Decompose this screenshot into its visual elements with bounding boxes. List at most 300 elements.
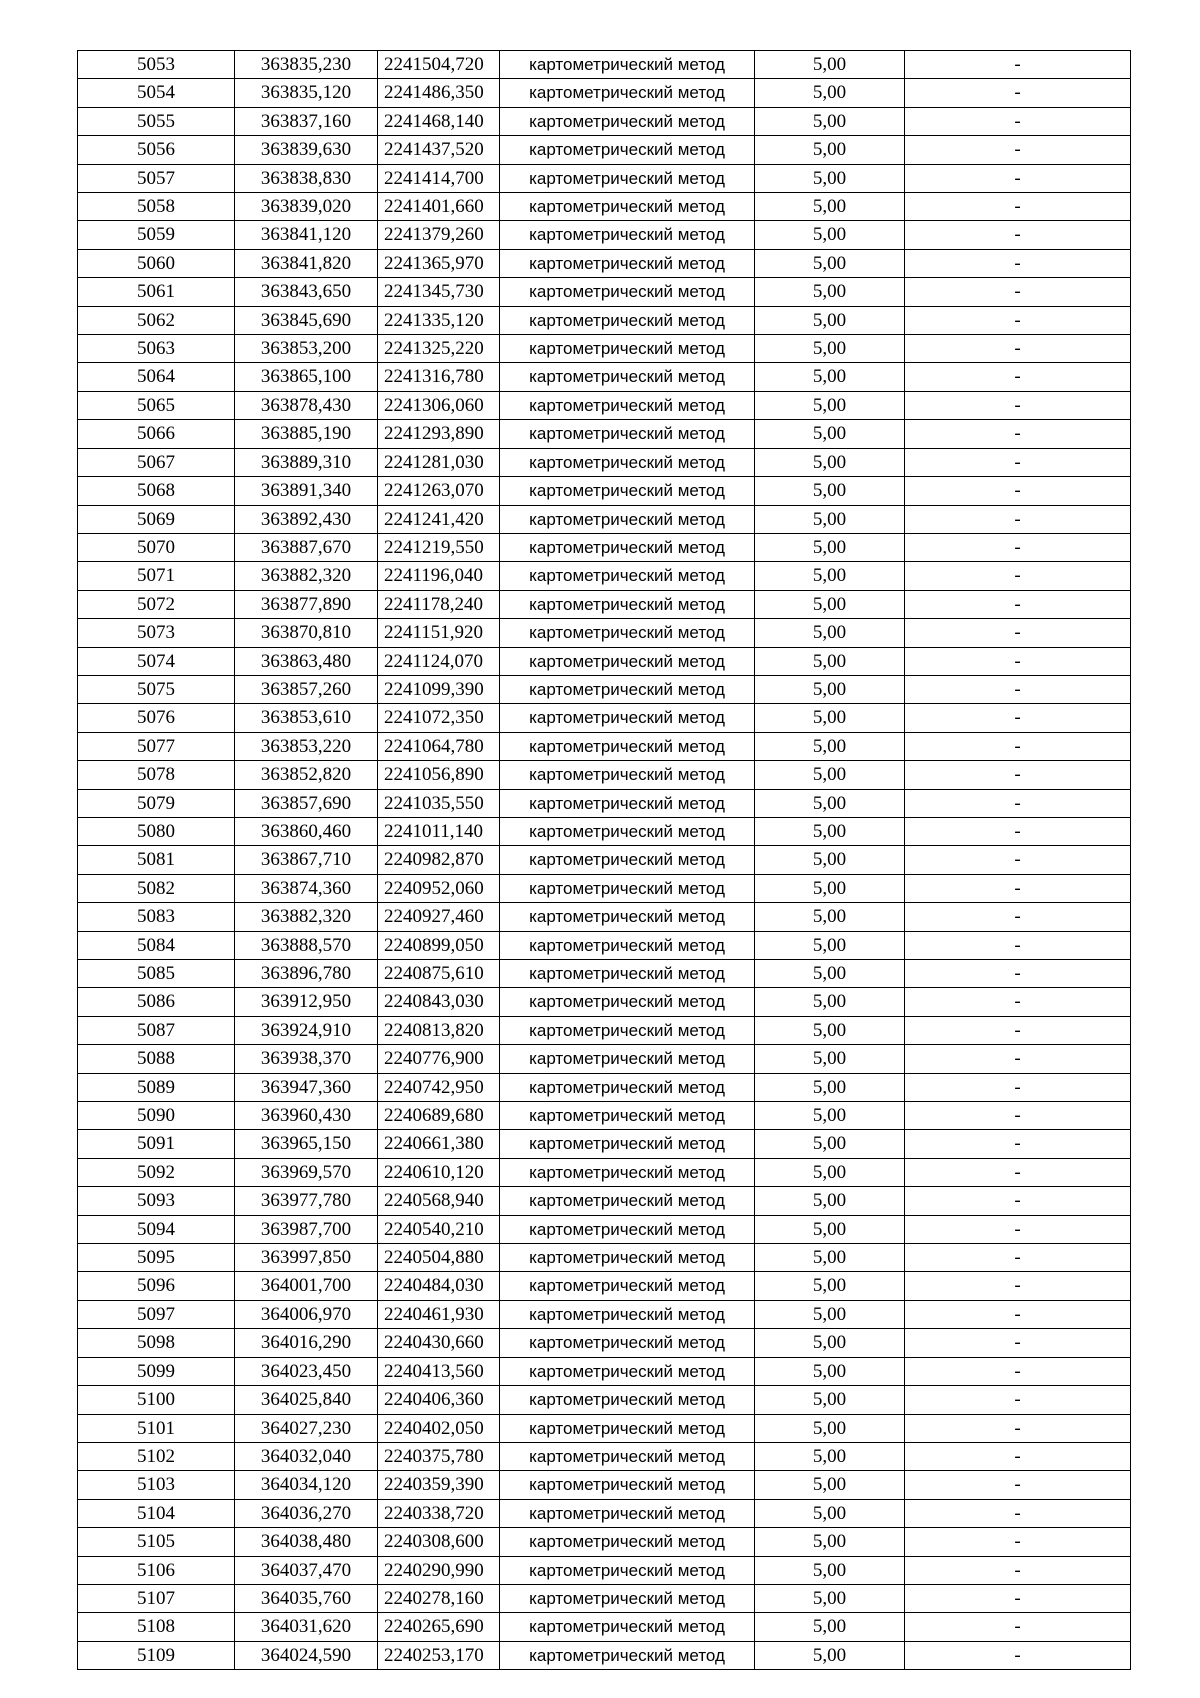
cell-y-coordinate: 2241072,350 (378, 704, 500, 732)
cell-point-number: 5080 (78, 817, 235, 845)
cell-y-coordinate: 2241011,140 (378, 817, 500, 845)
cell-x-coordinate: 363969,570 (235, 1158, 378, 1186)
cell-x-coordinate: 363882,320 (235, 562, 378, 590)
cell-y-coordinate: 2240504,880 (378, 1244, 500, 1272)
cell-accuracy: 5,00 (755, 335, 905, 363)
cell-point-number: 5066 (78, 420, 235, 448)
cell-note: - (905, 846, 1131, 874)
cell-point-number: 5108 (78, 1613, 235, 1641)
table-row (78, 590, 1131, 618)
cell-note: - (905, 1528, 1131, 1556)
cell-note: - (905, 448, 1131, 476)
cell-accuracy: 5,00 (755, 79, 905, 107)
cell-point-number: 5087 (78, 1016, 235, 1044)
table-row (78, 51, 1131, 79)
cell-y-coordinate: 2240899,050 (378, 931, 500, 959)
cell-x-coordinate: 364023,450 (235, 1357, 378, 1385)
cell-y-coordinate: 2241196,040 (378, 562, 500, 590)
cell-x-coordinate: 364006,970 (235, 1300, 378, 1328)
cell-point-number: 5093 (78, 1187, 235, 1215)
table-row (78, 675, 1131, 703)
cell-accuracy: 5,00 (755, 619, 905, 647)
cell-note: - (905, 1300, 1131, 1328)
cell-method: картометрический метод (500, 107, 755, 135)
cell-accuracy: 5,00 (755, 846, 905, 874)
cell-method: картометрический метод (500, 903, 755, 931)
cell-y-coordinate: 2240540,210 (378, 1215, 500, 1243)
cell-point-number: 5094 (78, 1215, 235, 1243)
cell-accuracy: 5,00 (755, 732, 905, 760)
cell-x-coordinate: 364036,270 (235, 1499, 378, 1527)
cell-point-number: 5101 (78, 1414, 235, 1442)
table-row (78, 1130, 1131, 1158)
table-row (78, 477, 1131, 505)
cell-accuracy: 5,00 (755, 675, 905, 703)
cell-note: - (905, 1386, 1131, 1414)
table-row (78, 1272, 1131, 1300)
cell-method: картометрический метод (500, 1102, 755, 1130)
cell-accuracy: 5,00 (755, 704, 905, 732)
cell-accuracy: 5,00 (755, 533, 905, 561)
cell-accuracy: 5,00 (755, 193, 905, 221)
cell-method: картометрический метод (500, 1215, 755, 1243)
cell-method: картометрический метод (500, 278, 755, 306)
cell-method: картометрический метод (500, 1244, 755, 1272)
table-row (78, 136, 1131, 164)
cell-accuracy: 5,00 (755, 1386, 905, 1414)
cell-accuracy: 5,00 (755, 562, 905, 590)
cell-y-coordinate: 2240461,930 (378, 1300, 500, 1328)
cell-note: - (905, 562, 1131, 590)
cell-x-coordinate: 363839,630 (235, 136, 378, 164)
cell-x-coordinate: 364031,620 (235, 1613, 378, 1641)
cell-y-coordinate: 2240843,030 (378, 988, 500, 1016)
table-row (78, 1187, 1131, 1215)
cell-method: картометрический метод (500, 1528, 755, 1556)
cell-accuracy: 5,00 (755, 1187, 905, 1215)
cell-y-coordinate: 2240952,060 (378, 874, 500, 902)
cell-accuracy: 5,00 (755, 1130, 905, 1158)
table-row (78, 903, 1131, 931)
cell-y-coordinate: 2240982,870 (378, 846, 500, 874)
cell-accuracy: 5,00 (755, 1641, 905, 1669)
cell-x-coordinate: 363845,690 (235, 306, 378, 334)
cell-note: - (905, 1158, 1131, 1186)
cell-method: картометрический метод (500, 505, 755, 533)
cell-note: - (905, 675, 1131, 703)
cell-method: картометрический метод (500, 1272, 755, 1300)
cell-method: картометрический метод (500, 51, 755, 79)
cell-note: - (905, 1613, 1131, 1641)
cell-point-number: 5076 (78, 704, 235, 732)
table-row (78, 1641, 1131, 1669)
cell-accuracy: 5,00 (755, 1613, 905, 1641)
cell-note: - (905, 1045, 1131, 1073)
cell-note: - (905, 164, 1131, 192)
cell-point-number: 5097 (78, 1300, 235, 1328)
cell-x-coordinate: 363878,430 (235, 391, 378, 419)
table-row (78, 988, 1131, 1016)
cell-method: картометрический метод (500, 448, 755, 476)
cell-y-coordinate: 2240568,940 (378, 1187, 500, 1215)
cell-point-number: 5104 (78, 1499, 235, 1527)
cell-method: картометрический метод (500, 1613, 755, 1641)
cell-point-number: 5068 (78, 477, 235, 505)
cell-y-coordinate: 2241035,550 (378, 789, 500, 817)
table-row (78, 619, 1131, 647)
table-row (78, 1613, 1131, 1641)
cell-note: - (905, 335, 1131, 363)
cell-x-coordinate: 363857,260 (235, 675, 378, 703)
cell-x-coordinate: 363891,340 (235, 477, 378, 505)
cell-x-coordinate: 363860,460 (235, 817, 378, 845)
cell-x-coordinate: 363838,830 (235, 164, 378, 192)
cell-point-number: 5082 (78, 874, 235, 902)
cell-method: картометрический метод (500, 817, 755, 845)
table-row (78, 1102, 1131, 1130)
cell-x-coordinate: 364034,120 (235, 1471, 378, 1499)
table-row (78, 278, 1131, 306)
cell-accuracy: 5,00 (755, 306, 905, 334)
cell-point-number: 5100 (78, 1386, 235, 1414)
cell-x-coordinate: 364016,290 (235, 1329, 378, 1357)
table-row (78, 1329, 1131, 1357)
cell-y-coordinate: 2241316,780 (378, 363, 500, 391)
table-row (78, 193, 1131, 221)
cell-accuracy: 5,00 (755, 1442, 905, 1470)
cell-note: - (905, 505, 1131, 533)
cell-method: картометрический метод (500, 1556, 755, 1584)
cell-method: картометрический метод (500, 1442, 755, 1470)
cell-method: картометрический метод (500, 960, 755, 988)
cell-point-number: 5058 (78, 193, 235, 221)
cell-method: картометрический метод (500, 846, 755, 874)
table-row (78, 1045, 1131, 1073)
cell-y-coordinate: 2240359,390 (378, 1471, 500, 1499)
cell-note: - (905, 1499, 1131, 1527)
cell-accuracy: 5,00 (755, 874, 905, 902)
cell-point-number: 5088 (78, 1045, 235, 1073)
table-row (78, 306, 1131, 334)
cell-y-coordinate: 2241219,550 (378, 533, 500, 561)
cell-y-coordinate: 2240776,900 (378, 1045, 500, 1073)
cell-accuracy: 5,00 (755, 903, 905, 931)
cell-x-coordinate: 363892,430 (235, 505, 378, 533)
cell-note: - (905, 704, 1131, 732)
cell-x-coordinate: 363835,120 (235, 79, 378, 107)
cell-y-coordinate: 2241178,240 (378, 590, 500, 618)
cell-accuracy: 5,00 (755, 960, 905, 988)
cell-y-coordinate: 2241056,890 (378, 761, 500, 789)
cell-method: картометрический метод (500, 335, 755, 363)
table-row (78, 1556, 1131, 1584)
cell-x-coordinate: 363841,120 (235, 221, 378, 249)
cell-method: картометрический метод (500, 675, 755, 703)
cell-method: картометрический метод (500, 1357, 755, 1385)
cell-method: картометрический метод (500, 1584, 755, 1612)
cell-point-number: 5107 (78, 1584, 235, 1612)
cell-y-coordinate: 2240813,820 (378, 1016, 500, 1044)
cell-x-coordinate: 364027,230 (235, 1414, 378, 1442)
cell-x-coordinate: 363888,570 (235, 931, 378, 959)
cell-point-number: 5079 (78, 789, 235, 817)
cell-note: - (905, 107, 1131, 135)
cell-note: - (905, 647, 1131, 675)
cell-point-number: 5103 (78, 1471, 235, 1499)
table-row (78, 789, 1131, 817)
cell-y-coordinate: 2241325,220 (378, 335, 500, 363)
cell-note: - (905, 619, 1131, 647)
cell-note: - (905, 533, 1131, 561)
cell-method: картометрический метод (500, 249, 755, 277)
cell-accuracy: 5,00 (755, 1045, 905, 1073)
table-row (78, 1442, 1131, 1470)
cell-x-coordinate: 363857,690 (235, 789, 378, 817)
cell-x-coordinate: 363870,810 (235, 619, 378, 647)
cell-note: - (905, 817, 1131, 845)
cell-note: - (905, 1556, 1131, 1584)
table-row (78, 1584, 1131, 1612)
cell-x-coordinate: 363912,950 (235, 988, 378, 1016)
cell-y-coordinate: 2241263,070 (378, 477, 500, 505)
cell-y-coordinate: 2240484,030 (378, 1272, 500, 1300)
cell-x-coordinate: 364001,700 (235, 1272, 378, 1300)
cell-y-coordinate: 2241401,660 (378, 193, 500, 221)
cell-method: картометрический метод (500, 874, 755, 902)
cell-method: картометрический метод (500, 420, 755, 448)
cell-note: - (905, 761, 1131, 789)
cell-y-coordinate: 2240661,380 (378, 1130, 500, 1158)
cell-note: - (905, 221, 1131, 249)
cell-y-coordinate: 2240875,610 (378, 960, 500, 988)
cell-point-number: 5102 (78, 1442, 235, 1470)
cell-y-coordinate: 2241151,920 (378, 619, 500, 647)
cell-y-coordinate: 2240742,950 (378, 1073, 500, 1101)
cell-method: картометрический метод (500, 1414, 755, 1442)
cell-method: картометрический метод (500, 306, 755, 334)
cell-method: картометрический метод (500, 193, 755, 221)
cell-point-number: 5056 (78, 136, 235, 164)
cell-note: - (905, 1272, 1131, 1300)
cell-method: картометрический метод (500, 1158, 755, 1186)
cell-accuracy: 5,00 (755, 164, 905, 192)
cell-point-number: 5083 (78, 903, 235, 931)
cell-method: картометрический метод (500, 1187, 755, 1215)
cell-y-coordinate: 2240278,160 (378, 1584, 500, 1612)
cell-x-coordinate: 364037,470 (235, 1556, 378, 1584)
cell-point-number: 5095 (78, 1244, 235, 1272)
cell-accuracy: 5,00 (755, 1073, 905, 1101)
cell-y-coordinate: 2241414,700 (378, 164, 500, 192)
cell-point-number: 5096 (78, 1272, 235, 1300)
table-row (78, 533, 1131, 561)
cell-method: картометрический метод (500, 79, 755, 107)
cell-note: - (905, 1073, 1131, 1101)
cell-note: - (905, 278, 1131, 306)
cell-accuracy: 5,00 (755, 1357, 905, 1385)
cell-accuracy: 5,00 (755, 1016, 905, 1044)
cell-y-coordinate: 2241437,520 (378, 136, 500, 164)
cell-point-number: 5063 (78, 335, 235, 363)
table-row (78, 1357, 1131, 1385)
cell-accuracy: 5,00 (755, 761, 905, 789)
cell-point-number: 5099 (78, 1357, 235, 1385)
cell-accuracy: 5,00 (755, 1300, 905, 1328)
cell-x-coordinate: 363843,650 (235, 278, 378, 306)
cell-note: - (905, 249, 1131, 277)
cell-x-coordinate: 363863,480 (235, 647, 378, 675)
cell-accuracy: 5,00 (755, 1102, 905, 1130)
cell-x-coordinate: 363965,150 (235, 1130, 378, 1158)
table-row (78, 1244, 1131, 1272)
cell-point-number: 5091 (78, 1130, 235, 1158)
cell-method: картометрический метод (500, 590, 755, 618)
cell-accuracy: 5,00 (755, 1584, 905, 1612)
cell-note: - (905, 960, 1131, 988)
cell-note: - (905, 1187, 1131, 1215)
cell-method: картометрический метод (500, 136, 755, 164)
cell-accuracy: 5,00 (755, 789, 905, 817)
cell-accuracy: 5,00 (755, 1556, 905, 1584)
table-row (78, 647, 1131, 675)
cell-x-coordinate: 363837,160 (235, 107, 378, 135)
cell-point-number: 5090 (78, 1102, 235, 1130)
cell-method: картометрический метод (500, 1300, 755, 1328)
cell-accuracy: 5,00 (755, 1471, 905, 1499)
cell-x-coordinate: 364032,040 (235, 1442, 378, 1470)
cell-accuracy: 5,00 (755, 1329, 905, 1357)
cell-y-coordinate: 2240402,050 (378, 1414, 500, 1442)
cell-y-coordinate: 2240265,690 (378, 1613, 500, 1641)
table-row (78, 817, 1131, 845)
cell-point-number: 5054 (78, 79, 235, 107)
cell-method: картометрический метод (500, 1073, 755, 1101)
cell-x-coordinate: 364025,840 (235, 1386, 378, 1414)
cell-accuracy: 5,00 (755, 931, 905, 959)
cell-x-coordinate: 364024,590 (235, 1641, 378, 1669)
cell-point-number: 5059 (78, 221, 235, 249)
table-row (78, 1215, 1131, 1243)
cell-point-number: 5057 (78, 164, 235, 192)
cell-x-coordinate: 363877,890 (235, 590, 378, 618)
cell-y-coordinate: 2241365,970 (378, 249, 500, 277)
cell-x-coordinate: 363887,670 (235, 533, 378, 561)
table-row (78, 1300, 1131, 1328)
cell-x-coordinate: 363867,710 (235, 846, 378, 874)
cell-y-coordinate: 2241124,070 (378, 647, 500, 675)
cell-accuracy: 5,00 (755, 817, 905, 845)
cell-accuracy: 5,00 (755, 420, 905, 448)
cell-point-number: 5061 (78, 278, 235, 306)
cell-accuracy: 5,00 (755, 590, 905, 618)
cell-accuracy: 5,00 (755, 363, 905, 391)
cell-note: - (905, 988, 1131, 1016)
cell-method: картометрический метод (500, 647, 755, 675)
cell-y-coordinate: 2241345,730 (378, 278, 500, 306)
cell-point-number: 5078 (78, 761, 235, 789)
cell-x-coordinate: 363853,220 (235, 732, 378, 760)
coordinates-table (77, 50, 1131, 1670)
cell-method: картометрический метод (500, 1130, 755, 1158)
cell-accuracy: 5,00 (755, 221, 905, 249)
cell-note: - (905, 1641, 1131, 1669)
cell-y-coordinate: 2240430,660 (378, 1329, 500, 1357)
cell-y-coordinate: 2240290,990 (378, 1556, 500, 1584)
table-row (78, 79, 1131, 107)
cell-y-coordinate: 2241306,060 (378, 391, 500, 419)
cell-accuracy: 5,00 (755, 1272, 905, 1300)
cell-y-coordinate: 2241335,120 (378, 306, 500, 334)
table-row (78, 164, 1131, 192)
cell-y-coordinate: 2241486,350 (378, 79, 500, 107)
cell-note: - (905, 477, 1131, 505)
cell-point-number: 5089 (78, 1073, 235, 1101)
cell-point-number: 5075 (78, 675, 235, 703)
cell-point-number: 5053 (78, 51, 235, 79)
cell-method: картометрический метод (500, 1045, 755, 1073)
cell-accuracy: 5,00 (755, 51, 905, 79)
cell-note: - (905, 1130, 1131, 1158)
cell-y-coordinate: 2240413,560 (378, 1357, 500, 1385)
cell-accuracy: 5,00 (755, 107, 905, 135)
table-row (78, 562, 1131, 590)
cell-point-number: 5098 (78, 1329, 235, 1357)
cell-method: картометрический метод (500, 732, 755, 760)
cell-method: картометрический метод (500, 1471, 755, 1499)
cell-note: - (905, 732, 1131, 760)
cell-point-number: 5070 (78, 533, 235, 561)
cell-method: картометрический метод (500, 1386, 755, 1414)
cell-method: картометрический метод (500, 988, 755, 1016)
cell-y-coordinate: 2240338,720 (378, 1499, 500, 1527)
cell-x-coordinate: 363865,100 (235, 363, 378, 391)
cell-y-coordinate: 2240308,600 (378, 1528, 500, 1556)
cell-point-number: 5085 (78, 960, 235, 988)
cell-note: - (905, 420, 1131, 448)
cell-x-coordinate: 363960,430 (235, 1102, 378, 1130)
cell-x-coordinate: 363938,370 (235, 1045, 378, 1073)
cell-accuracy: 5,00 (755, 1528, 905, 1556)
cell-point-number: 5086 (78, 988, 235, 1016)
cell-method: картометрический метод (500, 1641, 755, 1669)
cell-note: - (905, 1584, 1131, 1612)
cell-method: картометрический метод (500, 533, 755, 561)
cell-note: - (905, 136, 1131, 164)
cell-method: картометрический метод (500, 1329, 755, 1357)
table-row (78, 335, 1131, 363)
cell-note: - (905, 1016, 1131, 1044)
cell-x-coordinate: 363852,820 (235, 761, 378, 789)
cell-method: картометрический метод (500, 931, 755, 959)
cell-note: - (905, 1442, 1131, 1470)
cell-point-number: 5072 (78, 590, 235, 618)
table-row (78, 505, 1131, 533)
table-row (78, 931, 1131, 959)
cell-y-coordinate: 2241064,780 (378, 732, 500, 760)
table-row (78, 732, 1131, 760)
cell-accuracy: 5,00 (755, 1499, 905, 1527)
cell-note: - (905, 51, 1131, 79)
cell-point-number: 5067 (78, 448, 235, 476)
cell-note: - (905, 391, 1131, 419)
cell-method: картометрический метод (500, 164, 755, 192)
table-row (78, 874, 1131, 902)
cell-y-coordinate: 2240253,170 (378, 1641, 500, 1669)
cell-accuracy: 5,00 (755, 1244, 905, 1272)
cell-x-coordinate: 363947,360 (235, 1073, 378, 1101)
cell-method: картометрический метод (500, 363, 755, 391)
cell-y-coordinate: 2241281,030 (378, 448, 500, 476)
